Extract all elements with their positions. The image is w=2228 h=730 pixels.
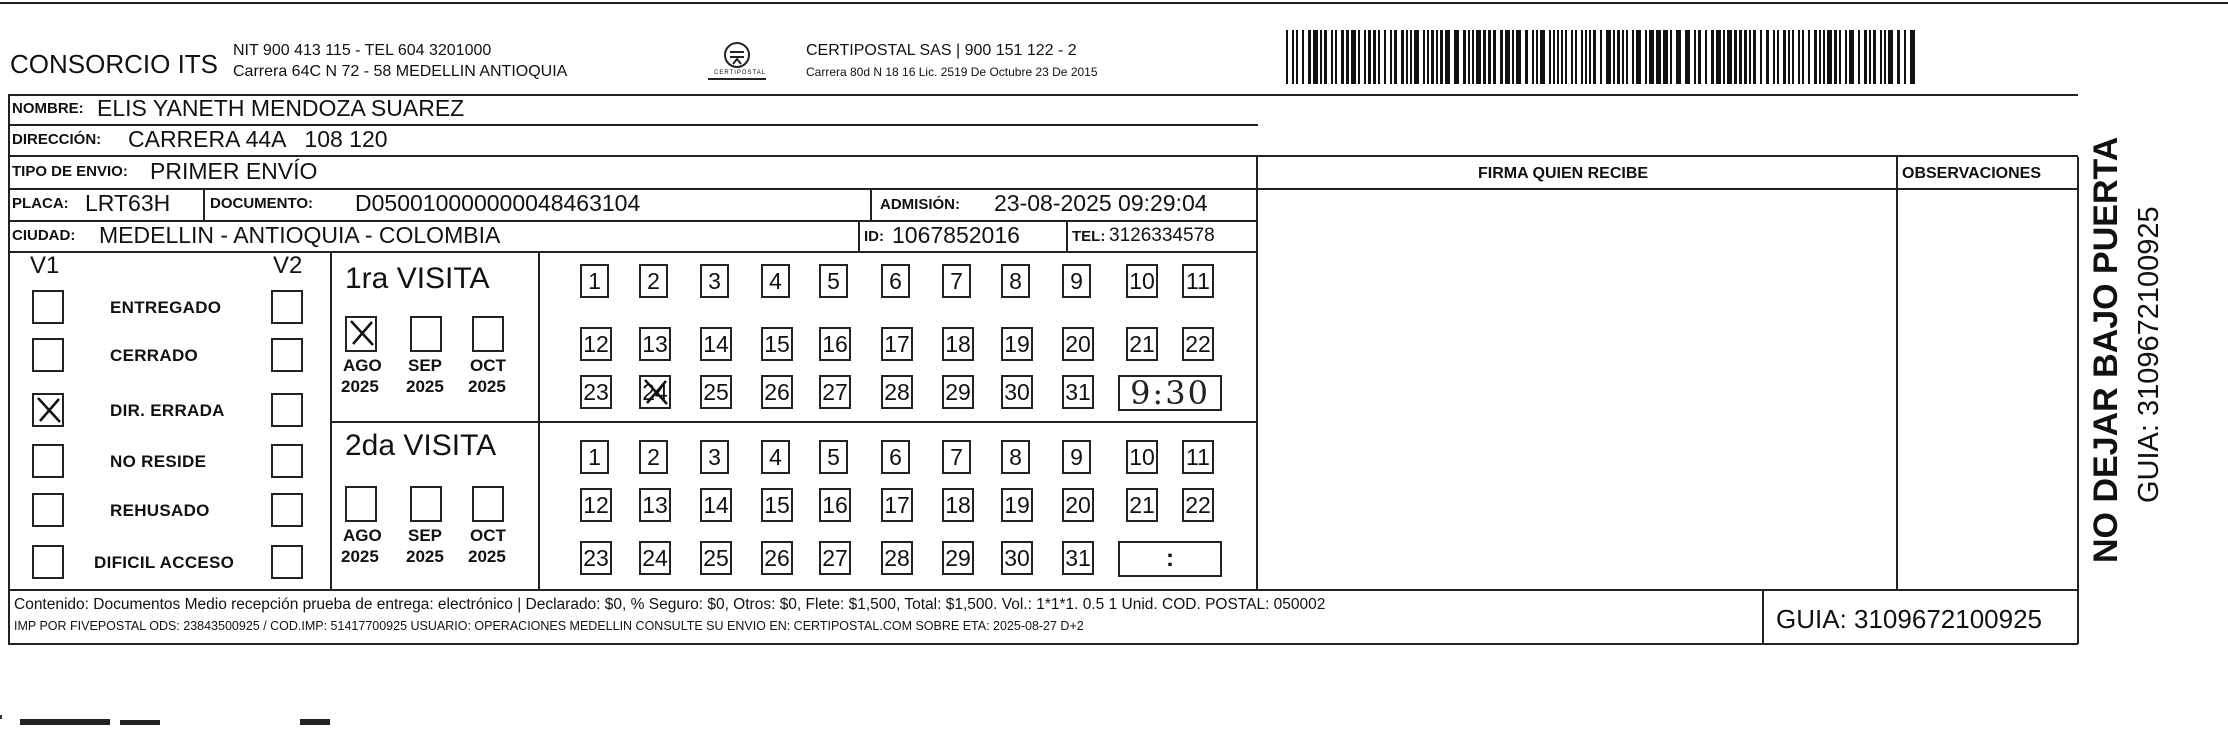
day-box[interactable]: 1 <box>580 440 609 474</box>
barcode-bar <box>1873 30 1876 84</box>
month-checkbox[interactable] <box>345 316 377 352</box>
barcode-bar <box>1468 30 1470 84</box>
barcode-bar <box>1286 30 1288 84</box>
day-box[interactable]: 29 <box>942 375 974 409</box>
barcode-bar <box>1749 30 1751 84</box>
day-box[interactable]: 18 <box>942 488 974 522</box>
day-box[interactable]: 17 <box>881 327 913 361</box>
day-box[interactable]: 27 <box>819 375 851 409</box>
barcode-bar <box>1331 30 1333 84</box>
barcode-bar <box>1910 30 1915 84</box>
barcode-bar <box>1406 30 1408 84</box>
barcode-bar <box>1904 30 1906 84</box>
day-box[interactable]: 9 <box>1062 440 1091 474</box>
day-box[interactable]: 30 <box>1001 375 1033 409</box>
barcode-bar <box>1645 30 1647 84</box>
day-box[interactable]: 21 <box>1126 327 1158 361</box>
day-box[interactable]: 3 <box>700 264 729 298</box>
barcode-bar <box>1656 30 1661 84</box>
day-box[interactable]: 24 <box>639 541 671 575</box>
barcode-bar <box>1792 30 1794 84</box>
barcode-bar <box>1798 30 1800 84</box>
v2-label: V2 <box>273 252 303 279</box>
x-mark-icon <box>34 395 64 425</box>
month-label: OCT <box>470 526 506 545</box>
day-box[interactable]: 4 <box>761 440 790 474</box>
barcode-bar <box>1512 30 1514 84</box>
year-label: 2025 <box>341 547 379 566</box>
second-visit-title: 2da VISITA <box>345 429 497 462</box>
barcode-bar <box>1845 30 1847 84</box>
frame-left <box>8 94 10 644</box>
barcode-bar <box>1593 30 1596 84</box>
rule-footer-top <box>8 589 2078 591</box>
month-checkbox[interactable] <box>410 316 442 352</box>
status-label: REHUSADO <box>110 501 210 520</box>
barcode-bar <box>1292 30 1294 84</box>
barcode-bar <box>1849 30 1854 84</box>
day-box[interactable]: 14 <box>700 488 732 522</box>
day-box[interactable]: 7 <box>942 264 971 298</box>
month-checkbox[interactable] <box>345 486 377 522</box>
barcode-bar <box>1600 30 1602 84</box>
vrule-statuses <box>330 251 332 589</box>
v2-checkbox[interactable] <box>271 444 303 478</box>
day-box[interactable]: 10 <box>1126 264 1158 298</box>
certipostal-license: Carrera 80d N 18 16 Lic. 2519 De Octubre 23 De 2015 <box>806 65 1098 79</box>
v1-checkbox[interactable] <box>32 338 64 372</box>
day-box[interactable]: 12 <box>580 488 612 522</box>
shipment-type-label: TIPO DE ENVIO: <box>12 163 128 180</box>
barcode-bar <box>1589 30 1591 84</box>
barcode-bar <box>1676 30 1681 84</box>
v2-checkbox[interactable] <box>271 493 303 527</box>
id-value: 1067852016 <box>892 222 1020 248</box>
barcode-bar <box>1390 30 1392 84</box>
barcode-bar <box>1760 30 1762 84</box>
barcode-bar <box>1493 30 1496 84</box>
barcode-bar <box>1869 30 1871 84</box>
day-box[interactable]: 24 <box>639 375 671 409</box>
rule-6 <box>8 251 1258 253</box>
barcode-bar <box>1472 30 1474 84</box>
barcode-bar <box>1581 30 1583 84</box>
first-visit-title: 1ra VISITA <box>345 262 490 295</box>
x-mark-icon <box>641 377 671 407</box>
day-box[interactable]: 30 <box>1001 541 1033 575</box>
certipostal-logo <box>702 38 772 88</box>
barcode-bar <box>1341 30 1344 84</box>
day-box[interactable]: 28 <box>881 541 913 575</box>
time-box[interactable] <box>1118 375 1222 411</box>
barcode-bar <box>1296 30 1298 84</box>
v1-checkbox[interactable] <box>32 290 64 324</box>
barcode-bar <box>1364 30 1366 84</box>
month-checkbox[interactable] <box>472 486 504 522</box>
side-guia: GUIA: 3109672100925 <box>2133 206 2165 503</box>
barcode-bar <box>1384 30 1386 84</box>
barcode-bar <box>1553 30 1555 84</box>
day-box[interactable]: 11 <box>1182 264 1214 298</box>
day-box[interactable]: 4 <box>761 264 790 298</box>
day-box[interactable]: 8 <box>1001 264 1030 298</box>
barcode-bar <box>1414 30 1419 84</box>
barcode-bar <box>1571 30 1573 84</box>
admission-value: 23-08-2025 09:29:04 <box>994 190 1208 216</box>
year-label: 2025 <box>468 547 506 566</box>
document-value: D050010000000048463104 <box>355 190 641 216</box>
day-box[interactable]: 11 <box>1182 440 1214 474</box>
status-label: DIFICIL ACCESO <box>94 553 235 572</box>
day-box[interactable]: 26 <box>761 541 793 575</box>
day-box[interactable]: 21 <box>1126 488 1158 522</box>
barcode-bar <box>1884 30 1886 84</box>
status-label: CERRADO <box>110 346 199 365</box>
barcode-bar <box>1663 30 1668 84</box>
footer-guia: GUIA: 3109672100925 <box>1776 604 2042 634</box>
day-box[interactable]: 25 <box>700 375 732 409</box>
day-box[interactable]: 1 <box>580 264 609 298</box>
day-box[interactable]: 14 <box>700 327 732 361</box>
barcode-bar <box>1500 30 1503 84</box>
company-name: CONSORCIO ITS <box>10 49 219 79</box>
recipient-name: ELIS YANETH MENDOZA SUAREZ <box>97 95 465 121</box>
day-box[interactable]: 3 <box>700 440 729 474</box>
barcode-bar <box>1427 30 1429 84</box>
day-box[interactable]: 22 <box>1182 488 1214 522</box>
day-box[interactable]: 16 <box>819 327 851 361</box>
day-box[interactable]: 5 <box>819 440 848 474</box>
barcode-bar <box>1766 30 1769 84</box>
v1-checkbox[interactable] <box>32 444 64 478</box>
barcode-bar <box>1734 30 1737 84</box>
barcode-bar <box>1454 30 1459 84</box>
barcode-bar <box>1302 30 1304 84</box>
recipient-address: CARRERA 44A 108 120 <box>128 126 388 152</box>
day-box[interactable]: 29 <box>942 541 974 575</box>
vrule-sign-left <box>1256 155 1258 590</box>
barcode-bar <box>1649 30 1654 84</box>
company-nit-tel: NIT 900 413 115 - TEL 604 3201000 <box>233 42 492 59</box>
day-box[interactable]: 20 <box>1062 488 1094 522</box>
barcode-bar <box>1694 30 1696 84</box>
v2-checkbox[interactable] <box>271 290 303 324</box>
barcode-bar <box>1636 30 1641 84</box>
barcode-bar <box>1368 30 1371 84</box>
barcode-bar <box>1613 30 1615 84</box>
v1-checkbox[interactable] <box>32 545 64 579</box>
vrule-plate-doc <box>203 188 205 220</box>
year-label: 2025 <box>341 377 379 396</box>
signature-header: FIRMA QUIEN RECIBE <box>1478 165 1649 182</box>
document-label: DOCUMENTO: <box>210 195 314 212</box>
barcode-bar <box>1346 30 1349 84</box>
barcode-bar <box>1445 30 1450 84</box>
barcode-bar <box>1670 30 1672 84</box>
day-box[interactable]: 22 <box>1182 327 1214 361</box>
content-line: Contenido: Documentos Medio recepción prueba de entrega: electrónico | Declarado: $0, % Seguro: $0, Otros: $0, Flete: $1,500, Total: $1,500. Vol.: 1*1*1. 0.5 1 Unid. COD. POSTAL: 050002 <box>14 596 1326 613</box>
plate-value: LRT63H <box>85 190 171 216</box>
barcode-bar <box>1823 30 1825 84</box>
day-box[interactable]: 31 <box>1062 375 1094 409</box>
barcode-bar <box>1431 30 1434 84</box>
day-box[interactable]: 23 <box>580 541 612 575</box>
barcode-bar <box>1783 30 1786 84</box>
v2-checkbox[interactable] <box>271 393 303 427</box>
day-box[interactable]: 15 <box>761 488 793 522</box>
barcode-bar <box>1516 30 1521 84</box>
barcode-bar <box>1463 30 1466 84</box>
month-label: AGO <box>343 356 382 375</box>
year-label: 2025 <box>406 547 444 566</box>
vrule-obs-left <box>1896 155 1898 590</box>
day-box[interactable]: 6 <box>881 440 910 474</box>
day-box[interactable]: 17 <box>881 488 913 522</box>
vrule-months <box>538 251 540 589</box>
barcode-bar <box>1626 30 1628 84</box>
year-label: 2025 <box>406 377 444 396</box>
barcode-bar <box>1536 30 1538 84</box>
rule-visit-split <box>330 421 1258 423</box>
admission-label: ADMISIÓN: <box>880 196 960 213</box>
barcode-bar <box>1864 30 1867 84</box>
day-box[interactable]: 9 <box>1062 264 1091 298</box>
barcode-bar <box>1723 30 1725 84</box>
status-label: DIR. ERRADA <box>110 401 225 420</box>
barcode-bar <box>1897 30 1900 84</box>
month-checkbox[interactable] <box>472 316 504 352</box>
barcode-bar <box>1401 30 1404 84</box>
barcode-bar <box>1561 30 1563 84</box>
barcode-bar <box>1410 30 1412 84</box>
barcode-bar <box>1476 30 1481 84</box>
barcode-bar <box>1373 30 1376 84</box>
barcode-bar <box>1802 30 1804 84</box>
barcode-bar <box>1617 30 1620 84</box>
barcode-bar <box>1532 30 1534 84</box>
city-value: MEDELLIN - ANTIOQUIA - COLOMBIA <box>99 222 501 248</box>
month-label: SEP <box>408 526 443 545</box>
vrule-tel <box>1066 220 1068 251</box>
day-box[interactable]: 31 <box>1062 541 1094 575</box>
city-label: CIUDAD: <box>12 227 76 244</box>
rule-3 <box>8 155 2078 157</box>
barcode-bar <box>1827 30 1832 84</box>
address-label: DIRECCIÓN: <box>12 131 102 148</box>
barcode-bar <box>1313 30 1318 84</box>
month-label: SEP <box>408 356 443 375</box>
day-box[interactable]: 2 <box>639 440 668 474</box>
day-box[interactable]: 20 <box>1062 327 1094 361</box>
barcode-bar <box>1557 30 1559 84</box>
barcode-bar <box>1888 30 1893 84</box>
barcode-bar <box>1727 30 1732 84</box>
barcode-bar <box>1394 30 1397 84</box>
side-text <box>2085 108 2205 568</box>
certipostal-name: CERTIPOSTAL SAS | 900 151 122 - 2 <box>806 42 1077 59</box>
v1-checkbox[interactable] <box>32 393 64 427</box>
shipment-type: PRIMER ENVÍO <box>150 158 318 184</box>
barcode-bar <box>1436 30 1438 84</box>
month-checkbox[interactable] <box>410 486 442 522</box>
barcode-bar <box>1858 30 1860 84</box>
barcode-bar <box>1585 30 1587 84</box>
day-box[interactable]: 26 <box>761 375 793 409</box>
vrule-guia <box>1762 589 1764 643</box>
barcode-bar <box>1488 30 1491 84</box>
id-label: ID: <box>864 228 884 245</box>
barcode-bar <box>1483 30 1486 84</box>
barcode-bar <box>1777 30 1779 84</box>
barcode-bar <box>1440 30 1443 84</box>
barcode-bar <box>1549 30 1551 84</box>
day-box[interactable]: 19 <box>1001 488 1033 522</box>
year-label: 2025 <box>468 377 506 396</box>
barcode <box>1286 30 1916 84</box>
observations-header: OBSERVACIONES <box>1902 165 2041 182</box>
day-box[interactable]: 15 <box>761 327 793 361</box>
tel-label: TEL: <box>1072 228 1106 245</box>
imp-line: IMP POR FIVEPOSTAL ODS: 23843500925 / COD.IMP: 51417700925 USUARIO: OPERACIONES MEDELLIN CONSULTE SU ENVIO EN: CERTIPOSTAL.COM SOBRE ETA: 2025-08-27 D+2 <box>14 619 1084 633</box>
day-box[interactable]: 19 <box>1001 327 1033 361</box>
day-box[interactable]: 13 <box>639 488 671 522</box>
barcode-bar <box>1335 30 1337 84</box>
barcode-bar <box>1606 30 1611 84</box>
barcode-bar <box>1308 30 1311 84</box>
day-box[interactable]: 25 <box>700 541 732 575</box>
vrule-id <box>858 220 860 251</box>
day-box[interactable]: 27 <box>819 541 851 575</box>
month-label: AGO <box>343 526 382 545</box>
barcode-bar <box>1705 30 1707 84</box>
first-visit-time: 9:30 <box>1130 374 1210 412</box>
barcode-bar <box>1351 30 1356 84</box>
day-box[interactable]: 8 <box>1001 440 1030 474</box>
barcode-bar <box>1814 30 1817 84</box>
barcode-bar <box>1525 30 1528 84</box>
barcode-bar <box>1320 30 1322 84</box>
day-box[interactable]: 18 <box>942 327 974 361</box>
barcode-bar <box>1744 30 1747 84</box>
barcode-bar <box>1423 30 1425 84</box>
barcode-bar <box>1358 30 1360 84</box>
barcode-bar <box>1505 30 1510 84</box>
day-box[interactable]: 28 <box>881 375 913 409</box>
barcode-bar <box>1685 30 1690 84</box>
v1-label: V1 <box>30 252 60 279</box>
rule-bottom <box>8 643 2078 645</box>
barcode-bar <box>1834 30 1837 84</box>
barcode-bar <box>1698 30 1701 84</box>
barcode-bar <box>1880 30 1882 84</box>
month-label: OCT <box>470 356 506 375</box>
time-box[interactable] <box>1118 541 1222 577</box>
barcode-bar <box>1565 30 1567 84</box>
barcode-bar <box>1773 30 1775 84</box>
barcode-bar <box>1711 30 1714 84</box>
barcode-bar <box>1632 30 1634 84</box>
day-box[interactable]: 6 <box>881 264 910 298</box>
status-label: ENTREGADO <box>110 298 222 317</box>
barcode-bar <box>1808 30 1810 84</box>
second-visit-time: : <box>1166 545 1174 572</box>
barcode-bar <box>1378 30 1380 84</box>
frame-right <box>2077 157 2079 644</box>
v1-checkbox[interactable] <box>32 493 64 527</box>
logo-caption: CERTIPOSTAL <box>714 70 767 76</box>
barcode-bar <box>1788 30 1790 84</box>
barcode-bar <box>1575 30 1577 84</box>
no-dejar-bajo-puerta: NO DEJAR BAJO PUERTA <box>2087 136 2125 563</box>
company-address: Carrera 64C N 72 - 58 MEDELLIN ANTIOQUIA <box>233 63 568 80</box>
v2-checkbox[interactable] <box>271 545 303 579</box>
v2-checkbox[interactable] <box>271 338 303 372</box>
scan-artifact <box>0 705 350 725</box>
barcode-bar <box>1540 30 1545 84</box>
status-label: NO RESIDE <box>110 452 207 471</box>
tel-value: 3126334578 <box>1109 225 1215 246</box>
barcode-bar <box>1739 30 1742 84</box>
day-box[interactable]: 7 <box>942 440 971 474</box>
barcode-bar <box>1819 30 1821 84</box>
barcode-bar <box>1716 30 1721 84</box>
vrule-admission <box>870 188 872 220</box>
day-box[interactable]: 5 <box>819 264 848 298</box>
day-box[interactable]: 16 <box>819 488 851 522</box>
barcode-bar <box>1753 30 1756 84</box>
day-box[interactable]: 12 <box>580 327 612 361</box>
day-box[interactable]: 10 <box>1126 440 1158 474</box>
day-box[interactable]: 13 <box>639 327 671 361</box>
x-mark-icon <box>347 318 377 348</box>
barcode-bar <box>1324 30 1327 84</box>
day-box[interactable]: 2 <box>639 264 668 298</box>
barcode-bar <box>1622 30 1624 84</box>
day-box[interactable]: 23 <box>580 375 612 409</box>
plate-label: PLACA: <box>12 195 69 212</box>
name-label: NOMBRE: <box>12 100 84 117</box>
barcode-bar <box>1839 30 1841 84</box>
top-border <box>0 2 2228 4</box>
